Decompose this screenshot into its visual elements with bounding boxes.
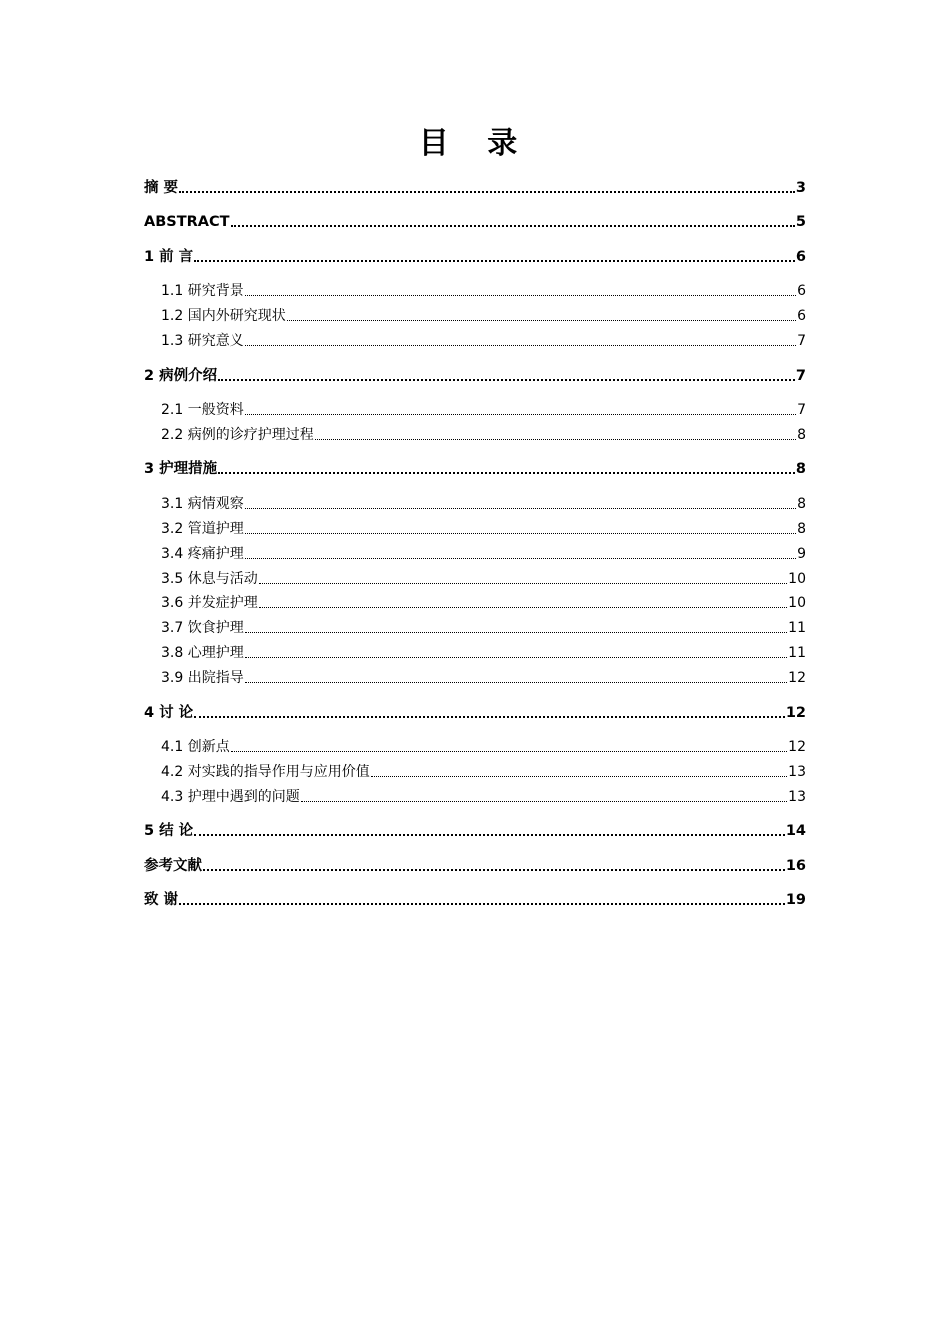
toc-entry[interactable] xyxy=(144,890,806,910)
toc-page-number: 6 xyxy=(797,283,806,299)
toc-entry[interactable] xyxy=(144,400,806,420)
toc-page-number: 16 xyxy=(785,858,806,874)
toc-page-number: 11 xyxy=(788,645,806,661)
toc-entry[interactable] xyxy=(144,425,806,445)
dot-leader xyxy=(245,631,787,633)
toc-page-number: 8 xyxy=(797,496,806,512)
toc-page-number: 13 xyxy=(788,764,806,780)
toc-entry[interactable] xyxy=(144,703,806,723)
toc-page-number: 12 xyxy=(788,670,806,686)
toc-entry-label: 5 结 论 xyxy=(144,823,194,839)
dot-leader xyxy=(231,224,795,227)
dot-leader xyxy=(218,378,795,381)
toc-entry-label: 3.9 出院指导 xyxy=(161,670,244,686)
dot-leader xyxy=(315,438,796,440)
toc-entry-label: 4 讨 论 xyxy=(144,705,194,721)
toc-entry-label: ABSTRACT xyxy=(144,214,230,230)
toc-entry-label: 3.2 管道护理 xyxy=(161,521,244,537)
toc-entry-label: 1 前 言 xyxy=(144,249,194,265)
toc-entry-label: 4.2 对实践的指导作用与应用价值 xyxy=(161,764,370,780)
toc-page-number: 13 xyxy=(788,789,806,805)
toc-entry-label: 1.1 研究背景 xyxy=(161,283,244,299)
dot-leader xyxy=(203,868,785,871)
toc-entry-label: 参考文献 xyxy=(144,858,202,874)
dot-leader xyxy=(245,294,796,296)
dot-leader xyxy=(301,800,787,802)
dot-leader xyxy=(245,557,796,559)
dot-leader xyxy=(245,532,796,534)
toc-page-number: 8 xyxy=(795,461,806,477)
toc-entry[interactable] xyxy=(144,821,806,841)
toc-page-number: 6 xyxy=(797,308,806,324)
toc-page-number: 3 xyxy=(795,180,806,196)
toc-page-number: 8 xyxy=(797,427,806,443)
toc-entry-label: 3 护理措施 xyxy=(144,461,218,477)
dot-leader xyxy=(245,681,787,683)
dot-leader xyxy=(231,750,787,752)
dot-leader xyxy=(194,259,795,262)
toc-entry-label: 1.3 研究意义 xyxy=(161,333,244,349)
toc-page-number: 10 xyxy=(788,595,806,611)
toc-page-number: 11 xyxy=(788,620,806,636)
dot-leader xyxy=(218,471,795,474)
toc-page-number: 12 xyxy=(788,739,806,755)
toc-page-number: 7 xyxy=(795,368,806,384)
toc-entry-label: 3.7 饮食护理 xyxy=(161,620,244,636)
toc-entry-label: 2.1 一般资料 xyxy=(161,402,244,418)
toc-entry[interactable] xyxy=(144,281,806,301)
dot-leader xyxy=(194,715,785,718)
toc-entry-label: 2.2 病例的诊疗护理过程 xyxy=(161,427,314,443)
toc-entry-label: 3.1 病情观察 xyxy=(161,496,244,512)
dot-leader xyxy=(245,344,796,346)
toc-entry[interactable] xyxy=(144,178,806,198)
dot-leader xyxy=(245,656,787,658)
toc-entry[interactable] xyxy=(144,247,806,267)
page-title: 目 录 xyxy=(418,126,532,161)
toc-entry-label: 3.5 休息与活动 xyxy=(161,571,258,587)
toc-page-number: 7 xyxy=(797,402,806,418)
toc-entry[interactable] xyxy=(144,593,806,613)
toc-entry[interactable] xyxy=(144,569,806,589)
toc-entry-label: 4.3 护理中遇到的问题 xyxy=(161,789,300,805)
toc-page-number: 14 xyxy=(785,823,806,839)
toc-page-number: 9 xyxy=(797,546,806,562)
toc-entry[interactable] xyxy=(144,762,806,782)
toc-entry[interactable] xyxy=(144,737,806,757)
toc-entry[interactable] xyxy=(144,459,806,479)
dot-leader xyxy=(245,413,796,415)
toc-entry-label: 摘 要 xyxy=(144,180,179,196)
dot-leader xyxy=(179,190,795,193)
toc-entry[interactable] xyxy=(144,544,806,564)
toc-entry[interactable] xyxy=(144,366,806,386)
dot-leader xyxy=(179,902,785,905)
toc-page-number: 10 xyxy=(788,571,806,587)
toc-entry-label: 致 谢 xyxy=(144,892,179,908)
dot-leader xyxy=(259,606,787,608)
toc-entry-label: 1.2 国内外研究现状 xyxy=(161,308,286,324)
toc-page-number: 12 xyxy=(785,705,806,721)
toc-page-number: 19 xyxy=(785,892,806,908)
toc-page-number: 7 xyxy=(797,333,806,349)
toc-entry[interactable] xyxy=(144,519,806,539)
toc-page-number: 8 xyxy=(797,521,806,537)
toc-entry[interactable] xyxy=(144,306,806,326)
toc-entry[interactable] xyxy=(144,643,806,663)
toc-entry[interactable] xyxy=(144,494,806,514)
toc-entry[interactable] xyxy=(144,668,806,688)
toc-entry[interactable] xyxy=(144,787,806,807)
toc-entry[interactable] xyxy=(144,331,806,351)
dot-leader xyxy=(287,319,796,321)
dot-leader xyxy=(194,833,785,836)
toc-page-number: 6 xyxy=(795,249,806,265)
toc-page-number: 5 xyxy=(795,214,806,230)
toc-entry[interactable] xyxy=(144,618,806,638)
dot-leader xyxy=(245,507,796,509)
toc-entry[interactable] xyxy=(144,856,806,876)
dot-leader xyxy=(371,775,787,777)
dot-leader xyxy=(259,582,787,584)
toc-entry-label: 3.4 疼痛护理 xyxy=(161,546,244,562)
toc-entry[interactable] xyxy=(144,212,806,232)
toc-entry-label: 2 病例介绍 xyxy=(144,368,218,384)
toc-entry-label: 3.8 心理护理 xyxy=(161,645,244,661)
toc-entry-label: 4.1 创新点 xyxy=(161,739,230,755)
toc-entry-label: 3.6 并发症护理 xyxy=(161,595,258,611)
